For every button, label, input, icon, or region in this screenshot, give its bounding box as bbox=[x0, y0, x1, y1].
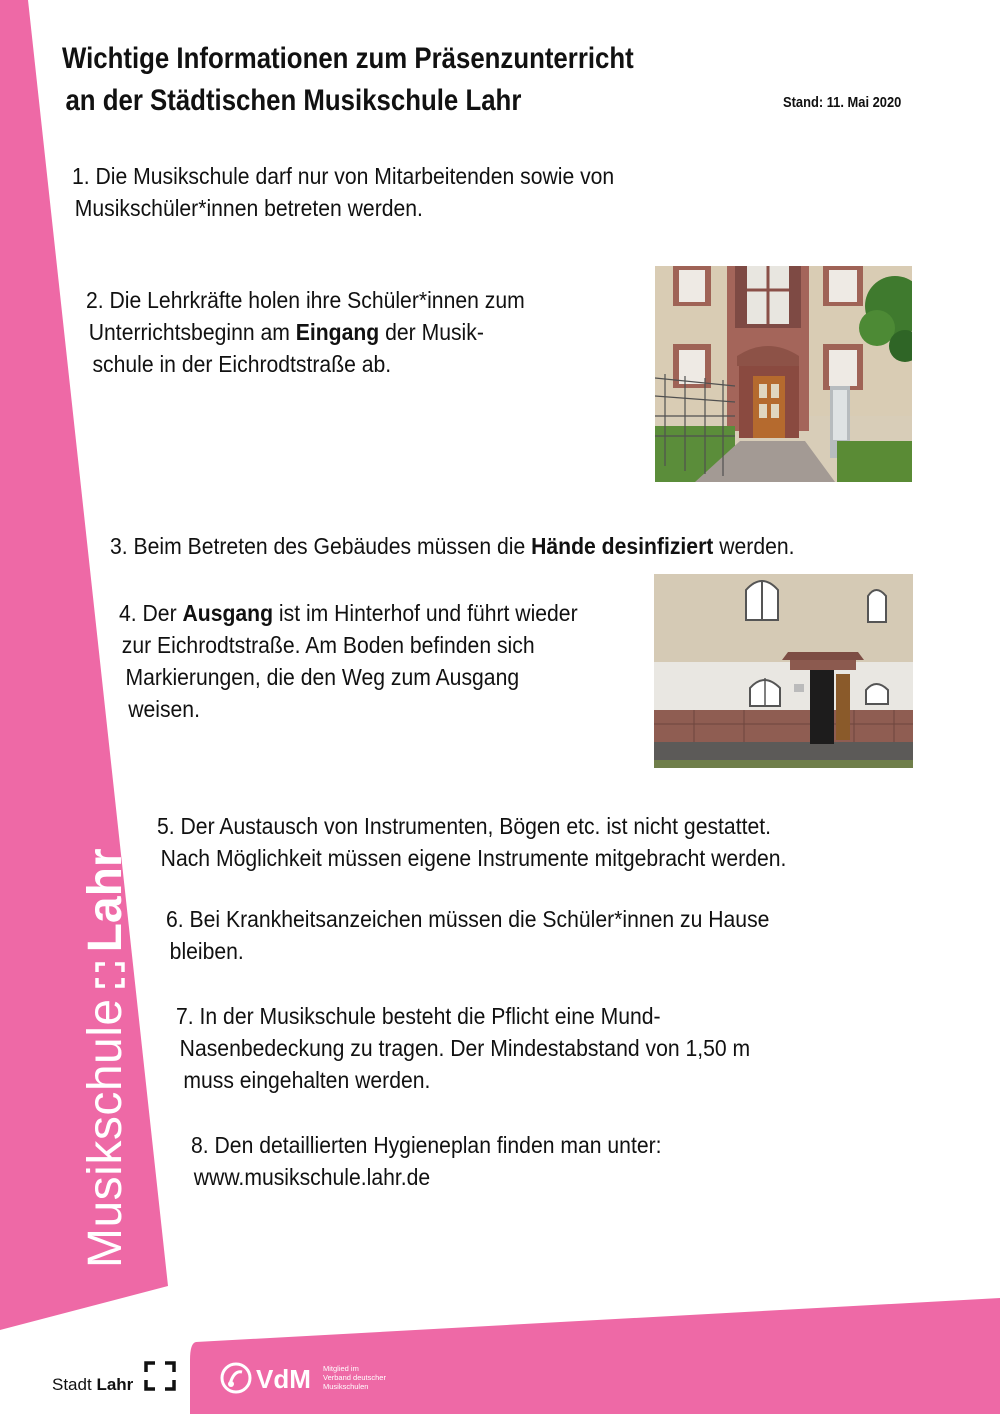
rule-item-6 bbox=[166, 903, 769, 967]
rule-6-line-1: 6. Bei Krankheitsanzeichen müssen die Schüler*innen zu Hause bbox=[166, 906, 770, 932]
bracket-logo-icon bbox=[95, 962, 125, 988]
rule-5-line-1: 5. Der Austausch von Instrumenten, Bögen etc. ist nicht gestattet. bbox=[157, 813, 771, 839]
rule-item-1 bbox=[72, 160, 614, 224]
rule-2-line-3: schule in der Eichrodtstraße ab. bbox=[92, 351, 392, 377]
footer-lahr: Lahr bbox=[96, 1375, 134, 1394]
stadt-lahr-bracket-icon bbox=[143, 1360, 177, 1392]
rule-2-line-2: Unterrichtsbeginn am Eingang der Musik- bbox=[88, 319, 484, 345]
rule-4-bold-ausgang: Ausgang bbox=[182, 600, 274, 626]
rule-7-line-1: 7. In der Musikschule besteht die Pflicht eine Mund- bbox=[176, 1003, 661, 1029]
rule-4-line-4: weisen. bbox=[128, 696, 200, 722]
stadt-lahr-logo-text bbox=[52, 1375, 133, 1395]
rule-7-line-3: muss eingehalten werden. bbox=[183, 1067, 431, 1093]
rule-7-line-2: Nasenbedeckung zu tragen. Der Mindestabstand von 1,50 m bbox=[179, 1035, 751, 1061]
rule-item-2 bbox=[86, 284, 525, 380]
exit-photo bbox=[654, 574, 913, 768]
title-line-1: Wichtige Informationen zum Präsenzunterricht bbox=[62, 42, 634, 75]
rule-1-line-1: 1. Die Musikschule darf nur von Mitarbeitenden sowie von bbox=[72, 163, 615, 189]
sidebar-logo-musikschule-lahr bbox=[78, 848, 133, 1268]
rule-4-line-3: Markierungen, die den Weg zum Ausgang bbox=[125, 664, 520, 690]
rule-8-line-1: 8. Den detaillierten Hygieneplan finden man unter: bbox=[191, 1132, 662, 1158]
entrance-photo bbox=[655, 266, 912, 482]
rule-item-8 bbox=[191, 1129, 662, 1193]
rule-6-line-2: bleiben. bbox=[169, 938, 244, 964]
vdm-subtitle: Mitglied im Verband deutscher Musikschulen bbox=[323, 1364, 386, 1391]
sidebar-word-lahr: Lahr bbox=[79, 848, 132, 953]
rule-1-line-2: Musikschüler*innen betreten werden. bbox=[74, 195, 423, 221]
hygieneplan-link[interactable]: www.musikschule.lahr.de bbox=[193, 1164, 431, 1190]
rule-2-bold-eingang: Eingang bbox=[295, 319, 380, 345]
rule-5-line-2: Nach Möglichkeit müssen eigene Instrumente mitgebracht werden. bbox=[160, 845, 787, 871]
rule-8-line-2[interactable] bbox=[191, 1161, 662, 1193]
rule-item-3 bbox=[110, 530, 795, 562]
vdm-logo-icon bbox=[220, 1362, 252, 1394]
rule-item-7 bbox=[176, 1000, 750, 1096]
date-stamp: Stand: 11. Mai 2020 bbox=[783, 94, 902, 111]
footer-stadt: Stadt bbox=[52, 1375, 92, 1394]
rule-3-line-1: 3. Beim Betreten des Gebäudes müssen die Hände desinfiziert werden. bbox=[110, 533, 795, 559]
rule-item-4 bbox=[119, 597, 578, 725]
page-title bbox=[62, 38, 634, 122]
rule-3-bold-haende: Hände desinfiziert bbox=[531, 533, 714, 559]
rule-2-line-1: 2. Die Lehrkräfte holen ihre Schüler*innen zum bbox=[86, 287, 525, 313]
bottom-pink-band bbox=[190, 1298, 1000, 1414]
rule-item-5 bbox=[157, 810, 786, 874]
title-line-2: an der Städtischen Musikschule Lahr bbox=[65, 84, 522, 117]
vdm-wordmark: VdM bbox=[256, 1364, 311, 1394]
sidebar-word-musikschule: Musikschule bbox=[79, 998, 132, 1268]
rule-4-line-1: 4. Der Ausgang ist im Hinterhof und führt wieder bbox=[119, 600, 578, 626]
rule-4-line-2: zur Eichrodtstraße. Am Boden befinden sich bbox=[121, 632, 535, 658]
